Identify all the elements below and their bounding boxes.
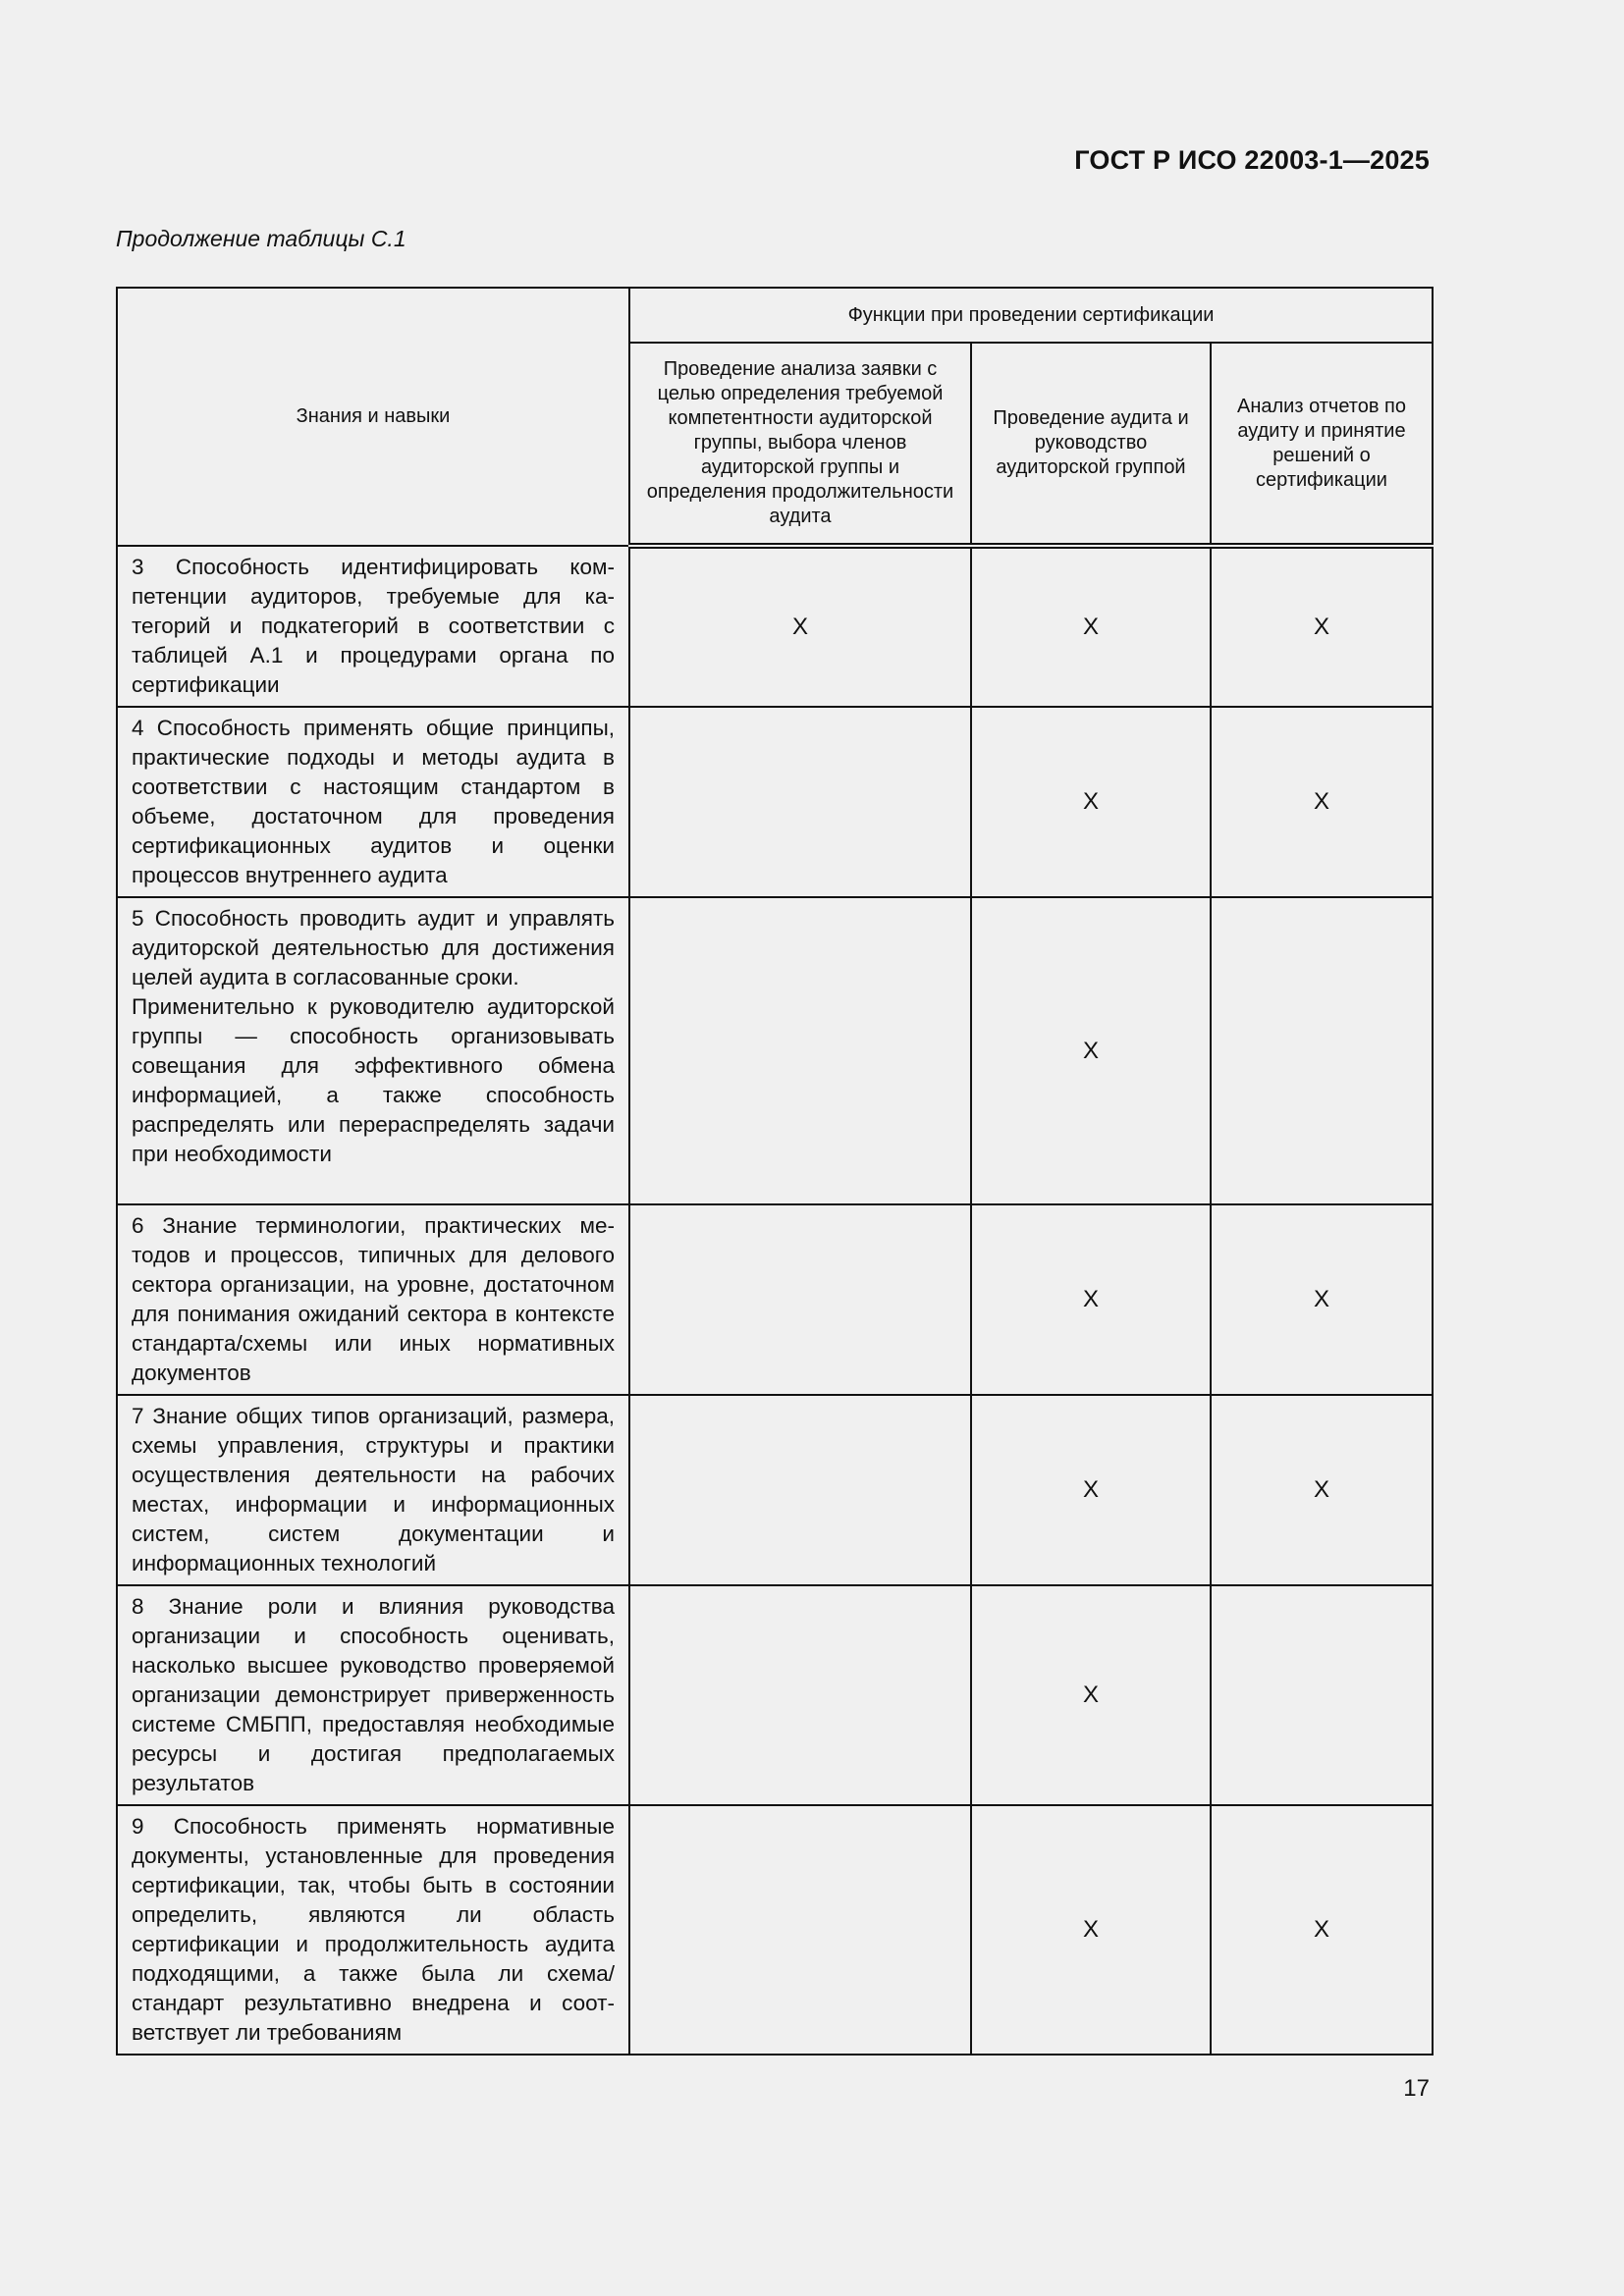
mark-cell [629,707,971,897]
mark-cell [1211,897,1433,1204]
mark-cell: X [971,1805,1211,2055]
knowledge-cell: 6 Знание терминологии, практических методов и процессов, типичных для делового сектора организации, на уровне, достаточном для понимания ожиданий сектора в контексте стандарта/схемы или иных нормативных документов [117,1204,629,1395]
knowledge-cell: 8 Знание роли и влияния руководства организации и способность оценивать, насколько высшее руководство проверяемой организации демонстрирует приверженность системе СМБПП, предоставляя необходимые ресурсы и достигая предполагаемых результатов [117,1585,629,1805]
mark-cell [1211,1585,1433,1805]
mark-cell: X [629,546,971,707]
mark-cell: X [1211,1805,1433,2055]
mark-cell [629,897,971,1204]
header-report-review: Анализ отчетов по аудиту и принятие решений о сертификации [1211,343,1433,546]
document-code: ГОСТ Р ИСО 22003-1—2025 [1074,145,1430,175]
mark-cell: X [971,1204,1211,1395]
knowledge-text-continued: Применительно к руководителю аудиторской группы — способность организовывать совещания для эффективного обмена информацией, а также способность распределять или перераспределять задачи при необходимости [132,994,615,1166]
mark-cell: X [971,546,1211,707]
table-row [117,707,1433,897]
knowledge-cell [117,897,629,1204]
knowledge-cell: 3 Способность идентифицировать компетенции аудиторов, требуемые для категорий и подкатегорий в соответствии с таблицей А.1 и процедурами органа по сертификации [117,546,629,707]
mark-cell: X [1211,707,1433,897]
mark-cell [629,1395,971,1585]
table-row [117,897,1433,1204]
mark-cell: X [971,707,1211,897]
header-knowledge-skills: Знания и навыки [117,288,629,546]
table-row [117,1395,1433,1585]
header-application-review: Проведение анализа заявки с целью определения требуемой компетентности аудиторской группы, выбора членов аудиторской группы и определения продолжительности аудита [629,343,971,546]
competence-table [116,287,1434,2056]
header-audit-lead: Проведение аудита и руководство аудиторской группой [971,343,1211,546]
mark-cell [629,1585,971,1805]
mark-cell [629,1204,971,1395]
mark-cell: X [1211,1395,1433,1585]
table-continuation-label: Продолжение таблицы С.1 [116,226,406,251]
knowledge-cell: 7 Знание общих типов организаций, размера, схемы управления, структуры и практики осуществления деятельности на рабочих местах, информации и информационных систем, систем документации и информационных технологий [117,1395,629,1585]
mark-cell: X [1211,546,1433,707]
table-row [117,1585,1433,1805]
table-row [117,1204,1433,1395]
table-row [117,1805,1433,2055]
header-certification-functions: Функции при проведении сертификации [629,288,1433,343]
knowledge-cell: 9 Способность применять нормативные документы, установленные для проведения сертификации, так, чтобы быть в состоянии определить, являются ли область сертификации и продолжительность аудита подходящими, а также была ли схема/стандарт результативно внедрена и соответствует ли требованиям [117,1805,629,2055]
knowledge-text: 5 Способность проводить аудит и управлять аудиторской деятельностью для достижения целей аудита в согласованные сроки. [132,906,615,989]
mark-cell: X [971,897,1211,1204]
mark-cell [629,1805,971,2055]
page-number: 17 [1403,2075,1430,2102]
mark-cell: X [1211,1204,1433,1395]
mark-cell: X [971,1395,1211,1585]
table-row [117,546,1433,707]
mark-cell: X [971,1585,1211,1805]
knowledge-cell: 4 Способность применять общие принципы, практические подходы и методы аудита в соответствии с настоящим стандартом в объеме, достаточном для проведения сертификационных аудитов и оценки процессов внутреннего аудита [117,707,629,897]
